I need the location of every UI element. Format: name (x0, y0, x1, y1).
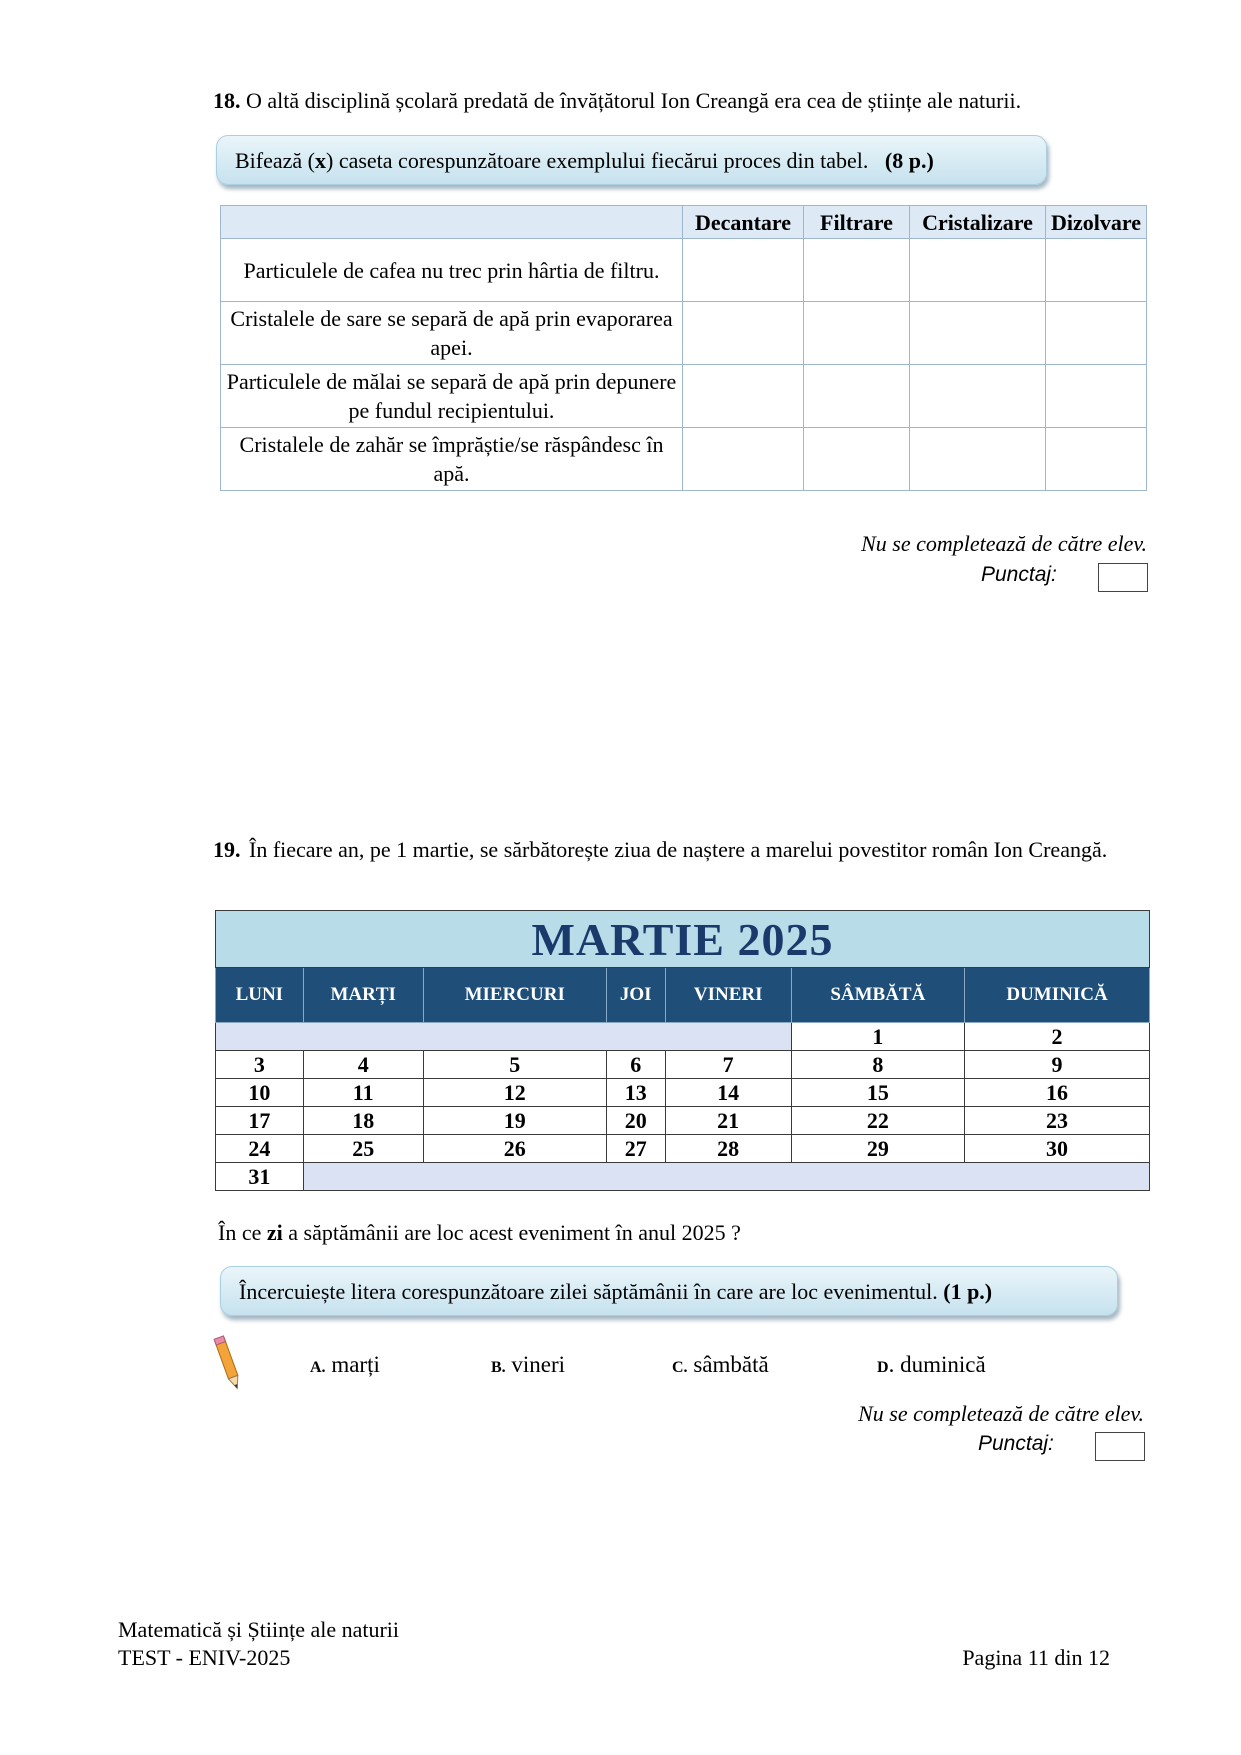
q19-question (218, 1218, 1118, 1247)
table-row (221, 302, 1147, 365)
calendar-day: 23 (965, 1107, 1150, 1135)
q18-statement (213, 86, 1143, 115)
q19-note: Nu se completează de către elev. (858, 1401, 1144, 1426)
q18-punctaj-label: Punctaj: (981, 563, 1057, 586)
q18-note: Nu se completează de către elev. (861, 531, 1147, 556)
calendar-day: 4 (303, 1051, 423, 1079)
table-row (221, 239, 1147, 302)
calendar-day: 24 (216, 1135, 304, 1163)
calendar-day: 8 (791, 1051, 964, 1079)
calendar-title-row (216, 911, 1150, 968)
option-d[interactable] (877, 1352, 986, 1378)
calendar-day: 27 (606, 1135, 665, 1163)
calendar-day: 15 (791, 1079, 964, 1107)
option-text: vineri (505, 1352, 566, 1377)
calendar-week (216, 1135, 1150, 1163)
calendar-header-row (216, 968, 1150, 1023)
q19-statement (213, 835, 1148, 864)
q19-points: (1 p.) (943, 1279, 993, 1304)
option-letter: D (877, 1359, 889, 1376)
calendar-week (216, 1079, 1150, 1107)
table-row (221, 365, 1147, 428)
q18-punctaj-box (1098, 563, 1148, 592)
q18-row-statement: Cristalele de zahăr se împrăștie/se răspândesc în apă. (221, 428, 683, 491)
option-b[interactable] (491, 1352, 565, 1378)
calendar-day: 17 (216, 1107, 304, 1135)
q18-row-statement: Particulele de mălai se separă de apă prin depunere pe fundul recipientului. (221, 365, 683, 428)
calendar-day: 31 (216, 1163, 304, 1191)
calendar-day-header: JOI (606, 968, 665, 1023)
q18-instruction-banner (216, 135, 1047, 185)
option-letter: A. (310, 1359, 326, 1376)
option-a[interactable] (310, 1352, 380, 1378)
q18-points: (8 p.) (884, 148, 934, 173)
option-text: sâmbătă (687, 1352, 769, 1377)
checkbox-cell[interactable] (804, 365, 910, 428)
footer-subject: Matematică și Științe ale naturii (118, 1617, 400, 1642)
q18-text: O altă disciplină școlară predată de învățătorul Ion Creangă era cea de științe ale naturii. (246, 88, 1022, 113)
checkbox-cell[interactable] (804, 428, 910, 491)
q18-header-row (221, 206, 1147, 239)
calendar-day: 6 (606, 1051, 665, 1079)
q19-question-pre: În ce (218, 1220, 267, 1245)
calendar-day: 21 (665, 1107, 791, 1135)
option-c[interactable] (672, 1352, 769, 1378)
calendar-day: 30 (965, 1135, 1150, 1163)
calendar-day: 18 (303, 1107, 423, 1135)
checkbox-cell[interactable] (683, 239, 804, 302)
checkbox-cell[interactable] (910, 428, 1046, 491)
calendar-day: 1 (791, 1023, 964, 1051)
calendar-day-header: MARȚI (303, 968, 423, 1023)
calendar-title: MARTIE 2025 (216, 911, 1150, 968)
calendar-day: 25 (303, 1135, 423, 1163)
option-letter: C. (672, 1359, 688, 1376)
calendar-day: 26 (423, 1135, 606, 1163)
calendar-day-header: MIERCURI (423, 968, 606, 1023)
calendar-day: 14 (665, 1079, 791, 1107)
calendar-day-header: LUNI (216, 968, 304, 1023)
q18-number: 18. (213, 88, 241, 113)
checkbox-cell[interactable] (1046, 428, 1147, 491)
calendar-day: 29 (791, 1135, 964, 1163)
calendar-day: 22 (791, 1107, 964, 1135)
checkbox-cell[interactable] (910, 239, 1046, 302)
calendar-day: 19 (423, 1107, 606, 1135)
checkbox-cell[interactable] (804, 302, 910, 365)
checkbox-cell[interactable] (910, 302, 1046, 365)
calendar-day: 16 (965, 1079, 1150, 1107)
q18-row-statement: Particulele de cafea nu trec prin hârtia de filtru. (221, 239, 683, 302)
calendar-day: 9 (965, 1051, 1150, 1079)
calendar-day: 28 (665, 1135, 791, 1163)
calendar-empty-cells (216, 1023, 792, 1051)
calendar-week (216, 1051, 1150, 1079)
option-text: . duminică (888, 1352, 986, 1377)
calendar-empty-cells (303, 1163, 1149, 1191)
pencil-icon (212, 1332, 244, 1394)
checkbox-cell[interactable] (683, 365, 804, 428)
checkbox-cell[interactable] (1046, 365, 1147, 428)
footer-test: TEST - ENIV-2025 (118, 1645, 291, 1670)
checkbox-cell[interactable] (804, 239, 910, 302)
q19-question-post: a săptămânii are loc acest eveniment în anul 2025 ? (282, 1220, 741, 1245)
calendar-day-header: SÂMBĂTĂ (791, 968, 964, 1023)
calendar-day-header: VINERI (665, 968, 791, 1023)
q19-instr-text: Încercuiește litera corespunzătoare zilei săptămânii în care are loc evenimentul. (239, 1279, 938, 1304)
q19-punctaj-label: Punctaj: (978, 1432, 1054, 1455)
calendar-day: 5 (423, 1051, 606, 1079)
q18-col-filtrare: Filtrare (804, 206, 910, 239)
calendar-day: 7 (665, 1051, 791, 1079)
calendar-week (216, 1107, 1150, 1135)
calendar-day: 20 (606, 1107, 665, 1135)
calendar-march-2025 (215, 910, 1150, 1191)
calendar-day: 10 (216, 1079, 304, 1107)
q18-instr-post: ) caseta corespunzătoare exemplului fiecărui proces din tabel. (326, 148, 869, 173)
q18-instr-x: x (315, 148, 326, 173)
checkbox-cell[interactable] (683, 302, 804, 365)
q18-row-statement: Cristalele de sare se separă de apă prin evaporarea apei. (221, 302, 683, 365)
q19-options (310, 1352, 1110, 1382)
q18-col-cristalizare: Cristalizare (910, 206, 1046, 239)
q18-instr-pre: Bifează ( (235, 148, 315, 173)
option-text: marți (325, 1352, 380, 1377)
calendar-day: 12 (423, 1079, 606, 1107)
calendar-week (216, 1023, 1150, 1051)
q18-header-blank (221, 206, 683, 239)
calendar-day: 13 (606, 1079, 665, 1107)
q19-punctaj-box (1095, 1432, 1145, 1461)
checkbox-cell[interactable] (1046, 239, 1147, 302)
calendar-day-header: DUMINICĂ (965, 968, 1150, 1023)
q19-number: 19. (213, 837, 241, 862)
option-letter: B. (491, 1359, 506, 1376)
q19-question-bold: zi (266, 1220, 283, 1245)
checkbox-cell[interactable] (910, 365, 1046, 428)
checkbox-cell[interactable] (1046, 302, 1147, 365)
table-row (221, 428, 1147, 491)
calendar-week (216, 1163, 1150, 1191)
calendar-day: 11 (303, 1079, 423, 1107)
q19-text: În fiecare an, pe 1 martie, se sărbătorește ziua de naștere a marelui povestitor român Ion Creangă. (249, 837, 1108, 862)
q19-instruction-banner (220, 1266, 1118, 1316)
calendar-day: 2 (965, 1023, 1150, 1051)
q18-process-table (220, 205, 1147, 491)
checkbox-cell[interactable] (683, 428, 804, 491)
q18-col-dizolvare: Dizolvare (1046, 206, 1147, 239)
footer-page-number: Pagina 11 din 12 (962, 1645, 1110, 1670)
q18-col-decantare: Decantare (683, 206, 804, 239)
calendar-day: 3 (216, 1051, 304, 1079)
